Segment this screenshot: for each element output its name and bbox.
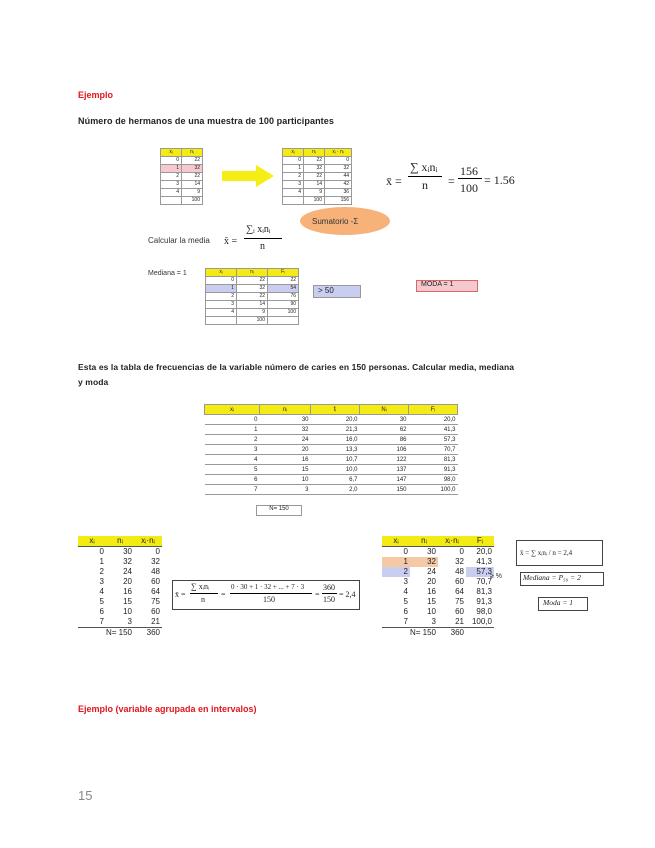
cell bbox=[283, 197, 304, 205]
formula-part: 360 bbox=[323, 583, 335, 592]
cell: 48 bbox=[151, 567, 160, 576]
cell: 62 bbox=[360, 425, 409, 435]
cell: 360 bbox=[438, 628, 466, 639]
cell: 32 bbox=[455, 557, 464, 566]
cell: 22 bbox=[237, 277, 268, 285]
cell: 0 bbox=[155, 547, 160, 556]
cell: 16 bbox=[260, 455, 311, 465]
cell: N= 150 bbox=[382, 628, 438, 639]
cell: 90 bbox=[268, 301, 299, 309]
cell: 3 bbox=[431, 617, 436, 626]
formula-den: n bbox=[260, 241, 265, 252]
page-number: 15 bbox=[78, 788, 93, 803]
cell: 21 bbox=[455, 617, 464, 626]
cell: 3 bbox=[127, 617, 132, 626]
cell: 10 bbox=[260, 475, 311, 485]
cell: 98,0 bbox=[476, 607, 492, 616]
cell: 70,7 bbox=[409, 445, 458, 455]
cell: 100,0 bbox=[409, 485, 458, 495]
formula-part: 150 bbox=[323, 595, 335, 604]
cell: 2 bbox=[382, 567, 410, 577]
cell: 22 bbox=[182, 173, 203, 181]
cell: N= 150 bbox=[78, 628, 134, 639]
heading-ejemplo: Ejemplo bbox=[78, 90, 114, 100]
cell: 22 bbox=[304, 173, 325, 181]
cell: 0 bbox=[403, 547, 408, 556]
cell: 7 bbox=[403, 617, 408, 626]
cell: 4 bbox=[99, 587, 104, 596]
cell: 32 bbox=[304, 165, 325, 173]
col-header: nᵢ bbox=[106, 536, 134, 547]
col-header: fᵢ bbox=[311, 405, 360, 415]
cell: 16,0 bbox=[311, 435, 360, 445]
cell: 3 bbox=[99, 577, 104, 586]
cell: 0 bbox=[325, 157, 352, 165]
cell: 2 bbox=[99, 567, 104, 576]
col-header: xᵢ bbox=[382, 536, 410, 547]
col-header: xᵢ bbox=[161, 149, 182, 157]
cell: 100 bbox=[268, 309, 299, 317]
col-header: xᵢ bbox=[78, 536, 106, 547]
cell: 57,3 bbox=[409, 435, 458, 445]
cell: 54 bbox=[268, 285, 299, 293]
heading-ejemplo-intervalos: Ejemplo (variable agrupada en intervalos) bbox=[78, 704, 257, 714]
table-media bbox=[78, 536, 162, 638]
cell: 24 bbox=[427, 567, 436, 576]
moda-result-box: Moda = 1 bbox=[538, 597, 588, 611]
cell: 360 bbox=[134, 628, 162, 639]
cell: 2 bbox=[206, 293, 237, 301]
cell: 32 bbox=[182, 165, 203, 173]
cell: 147 bbox=[360, 475, 409, 485]
cell: 5 bbox=[99, 597, 104, 606]
formula-part: = bbox=[221, 590, 226, 599]
cell: 4 bbox=[206, 309, 237, 317]
cell: 6 bbox=[99, 607, 104, 616]
calc-label: Calcular la media bbox=[148, 236, 210, 245]
cell: 3 bbox=[403, 577, 408, 586]
cell: 20 bbox=[260, 445, 311, 455]
col-header: Fᵢ bbox=[466, 536, 494, 547]
cell: 100,0 bbox=[471, 617, 492, 626]
cell: 0 bbox=[283, 157, 304, 165]
yellow-arrow-icon bbox=[222, 165, 274, 187]
formula-den: n bbox=[422, 178, 428, 192]
cell: 70,7 bbox=[476, 577, 492, 586]
percent-note: ≥ % bbox=[490, 573, 503, 580]
cell: 60 bbox=[455, 607, 464, 616]
cell: 41,3 bbox=[409, 425, 458, 435]
intro-line: Número de hermanos de una muestra de 100 participantes bbox=[78, 116, 334, 126]
formula-part: ∑ xᵢnᵢ bbox=[191, 582, 210, 591]
cell: 60 bbox=[455, 577, 464, 586]
cell: 106 bbox=[360, 445, 409, 455]
cell: 6 bbox=[205, 475, 260, 485]
cell: 15 bbox=[123, 597, 132, 606]
cell: 41,3 bbox=[476, 557, 492, 566]
cell: 1 bbox=[205, 425, 260, 435]
mediana-label: Mediana = 1 bbox=[148, 270, 187, 277]
caries-line1: Esta es la tabla de frecuencias de la variable número de caries en 150 personas. Calcular media, mediana bbox=[78, 362, 515, 372]
formula-num: ∑ᵢ xᵢnᵢ bbox=[246, 224, 271, 235]
table-caries bbox=[204, 404, 458, 495]
col-header: Fᵢ bbox=[409, 405, 458, 415]
cell: 86 bbox=[360, 435, 409, 445]
formula-lhs: x̄ = bbox=[386, 174, 402, 188]
cell: 91,3 bbox=[476, 597, 492, 606]
cell: 9 bbox=[304, 189, 325, 197]
col-header: Fᵢ bbox=[268, 269, 299, 277]
mean-result-box: x̄ = ∑ xᵢnᵢ / n = 2,4 bbox=[516, 540, 603, 566]
col-header: nᵢ bbox=[260, 405, 311, 415]
cell: 10,0 bbox=[311, 465, 360, 475]
cell: 2 bbox=[205, 435, 260, 445]
cell: 100 bbox=[304, 197, 325, 205]
cell: 3 bbox=[161, 181, 182, 189]
cell: 1 bbox=[283, 165, 304, 173]
cell: 3 bbox=[283, 181, 304, 189]
cell: 10 bbox=[123, 607, 132, 616]
cell: 4 bbox=[403, 587, 408, 596]
cell: 2,0 bbox=[311, 485, 360, 495]
long-formula-box bbox=[172, 580, 360, 610]
cell: 5 bbox=[403, 597, 408, 606]
col-header: nᵢ bbox=[237, 269, 268, 277]
cell: 6,7 bbox=[311, 475, 360, 485]
col-header: xᵢ·nᵢ bbox=[438, 536, 466, 547]
formula-num: ∑ xᵢnᵢ bbox=[410, 160, 438, 174]
cell: 57,3 bbox=[466, 567, 494, 577]
cell: 6 bbox=[403, 607, 408, 616]
cell bbox=[161, 197, 182, 205]
cell: 150 bbox=[360, 485, 409, 495]
cell: 2 bbox=[283, 173, 304, 181]
col-header: xᵢ bbox=[206, 269, 237, 277]
cell: 20 bbox=[427, 577, 436, 586]
cell: 5 bbox=[205, 465, 260, 475]
cell: 122 bbox=[360, 455, 409, 465]
cell: 4 bbox=[283, 189, 304, 197]
cell: 15 bbox=[427, 597, 436, 606]
cell: 75 bbox=[151, 597, 160, 606]
cell: 15 bbox=[260, 465, 311, 475]
cell: 20 bbox=[123, 577, 132, 586]
cell: 91,3 bbox=[409, 465, 458, 475]
cell: 30 bbox=[123, 547, 132, 556]
cell: 30 bbox=[427, 547, 436, 556]
cell: 22 bbox=[304, 157, 325, 165]
gt50-box: > 50 bbox=[313, 285, 361, 298]
cell: 98,0 bbox=[409, 475, 458, 485]
moda-box: MODA = 1 bbox=[416, 280, 478, 292]
cell: 36 bbox=[325, 189, 352, 197]
cell: 3 bbox=[206, 301, 237, 309]
formula-part: x̄ = bbox=[175, 590, 186, 599]
cell: 4 bbox=[161, 189, 182, 197]
caries-line2: y moda bbox=[78, 377, 109, 387]
cell: 81,3 bbox=[476, 587, 492, 596]
formula-eq: = bbox=[448, 174, 455, 188]
formula-part: n bbox=[201, 595, 205, 604]
formula-part: = 2,4 bbox=[339, 590, 356, 599]
table-mediana bbox=[382, 536, 494, 638]
cell: 14 bbox=[237, 301, 268, 309]
cell: 16 bbox=[427, 587, 436, 596]
col-header: xᵢ · nᵢ bbox=[325, 149, 352, 157]
cell: 75 bbox=[455, 597, 464, 606]
cell: 0 bbox=[161, 157, 182, 165]
cell: 48 bbox=[455, 567, 464, 576]
cell: 42 bbox=[325, 181, 352, 189]
cell: 0 bbox=[459, 547, 464, 556]
cell: 10,7 bbox=[311, 455, 360, 465]
cell: 20,0 bbox=[409, 415, 458, 425]
col-header: Nᵢ bbox=[360, 405, 409, 415]
cell: 76 bbox=[268, 293, 299, 301]
formula-part: 150 bbox=[263, 595, 275, 604]
cell: 32 bbox=[123, 557, 132, 566]
cell: 14 bbox=[182, 181, 203, 189]
cell: 1 bbox=[206, 285, 237, 293]
cell: 64 bbox=[151, 587, 160, 596]
cell: 32 bbox=[260, 425, 311, 435]
cell: 7 bbox=[205, 485, 260, 495]
cell: 0 bbox=[206, 277, 237, 285]
cell: 7 bbox=[99, 617, 104, 626]
table-hermanos bbox=[160, 148, 203, 205]
col-header: xᵢ bbox=[283, 149, 304, 157]
cell: 30 bbox=[260, 415, 311, 425]
formula-part: 0 · 30 + 1 · 32 + ... + 7 · 3 bbox=[231, 583, 305, 591]
cell: 100 bbox=[237, 317, 268, 325]
cell: 3 bbox=[205, 445, 260, 455]
cell: 4 bbox=[205, 455, 260, 465]
table-productos bbox=[282, 148, 352, 205]
table-caries-footer: N= 150 bbox=[256, 505, 302, 516]
cell: 32 bbox=[151, 557, 160, 566]
cell: 0 bbox=[205, 415, 260, 425]
cell: 10 bbox=[427, 607, 436, 616]
col-header: xᵢ·nᵢ bbox=[134, 536, 162, 547]
col-header: nᵢ bbox=[410, 536, 438, 547]
cell: 156 bbox=[325, 197, 352, 205]
cell: 137 bbox=[360, 465, 409, 475]
cell: 100 bbox=[182, 197, 203, 205]
cell: 3 bbox=[260, 485, 311, 495]
cell: 81,3 bbox=[409, 455, 458, 465]
cell: 60 bbox=[151, 607, 160, 616]
cell: 22 bbox=[268, 277, 299, 285]
table-acumulada bbox=[205, 268, 299, 325]
cell: 24 bbox=[260, 435, 311, 445]
col-header: nᵢ bbox=[182, 149, 203, 157]
cell bbox=[206, 317, 237, 325]
median-result-box: Mediana = P₅₀ = 2 bbox=[520, 572, 604, 586]
col-header: nᵢ bbox=[304, 149, 325, 157]
cell: 21 bbox=[151, 617, 160, 626]
formula-lhs: x̄ = bbox=[224, 236, 238, 247]
bubble-label: Sumatorio -Σ bbox=[312, 217, 359, 226]
cell: 1 bbox=[99, 557, 104, 566]
cell: 1 bbox=[382, 557, 410, 567]
cell: 20,0 bbox=[311, 415, 360, 425]
formula-part: = bbox=[315, 590, 320, 599]
cell: 9 bbox=[182, 189, 203, 197]
cell: 64 bbox=[455, 587, 464, 596]
cell: 24 bbox=[123, 567, 132, 576]
cell: 22 bbox=[237, 293, 268, 301]
col-header: xᵢ bbox=[205, 405, 260, 415]
cell: 32 bbox=[325, 165, 352, 173]
cell bbox=[268, 317, 299, 325]
cell: 16 bbox=[123, 587, 132, 596]
cell: 13,3 bbox=[311, 445, 360, 455]
cell: 44 bbox=[325, 173, 352, 181]
cell: 2 bbox=[161, 173, 182, 181]
cell: 60 bbox=[151, 577, 160, 586]
cell: 1 bbox=[161, 165, 182, 173]
cell: 32 bbox=[237, 285, 268, 293]
cell: 21,3 bbox=[311, 425, 360, 435]
cell: 9 bbox=[237, 309, 268, 317]
cell: 30 bbox=[360, 415, 409, 425]
formula-num2: 156 bbox=[460, 164, 478, 178]
formula-result: = 1.56 bbox=[484, 173, 515, 187]
cell: 0 bbox=[99, 547, 104, 556]
cell: 20,0 bbox=[476, 547, 492, 556]
formula-den2: 100 bbox=[460, 181, 478, 195]
cell: 32 bbox=[410, 557, 438, 567]
cell: 22 bbox=[182, 157, 203, 165]
cell: 14 bbox=[304, 181, 325, 189]
